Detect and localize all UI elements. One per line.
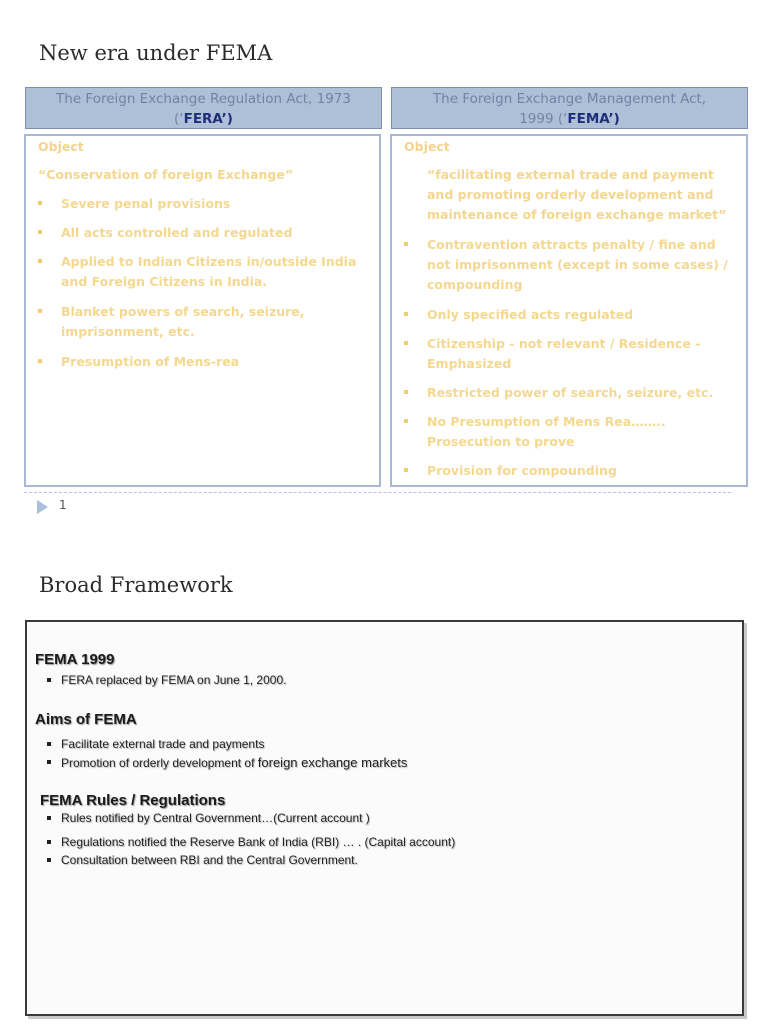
fema-object-label: Object — [404, 139, 450, 154]
bullet-icon — [38, 309, 42, 313]
bullet-icon — [47, 840, 51, 844]
bullet-icon — [47, 816, 51, 820]
framework-content-box: FEMA 1999 FERA replaced by FEMA on June 1, 2000. Aims of FEMA Facilitate external trade and payments Promotion of orderly development of foreign exchange markets FEMA Rules / Regulations Rules notified by Central Government…(Current account ) Regulations notified the Reserve Bank of India (RBI) … . (Capital account) Consultation between RBI and the Central Government. — [25, 620, 744, 1016]
bullet-icon — [38, 359, 42, 363]
bullet-icon — [47, 858, 51, 862]
bullet-icon — [38, 259, 42, 263]
fema-header-line2 — [392, 109, 747, 129]
fema-object-quote-line: and promoting orderly development and — [427, 187, 714, 202]
bullet-icon — [404, 341, 408, 345]
bullet-icon — [47, 760, 51, 764]
bullet-icon — [38, 230, 42, 234]
fera-keyword: FERA’ — [183, 111, 227, 127]
section-heading-rules: FEMA Rules / Regulations — [40, 792, 226, 809]
fera-header-line2 — [26, 109, 381, 129]
section-heading-fema-1999: FEMA 1999 — [35, 651, 115, 668]
fera-object-label: Object — [38, 139, 84, 154]
fema-object-quote-line: maintenance of foreign exchange market” — [427, 207, 727, 222]
bullet-icon — [47, 742, 51, 746]
play-arrow-icon — [37, 500, 48, 514]
fera-content-box: Object “Conservation of foreign Exchange” Severe penal provisions All acts controlled and regulated Applied to Indian Citizens in/outside India and Foreign Citizens in India. Blanket powers of search, seizure, imprisonment, etc. Presumption of Mens-rea — [24, 134, 381, 487]
fera-header-close: ) — [226, 111, 233, 127]
fera-header-line1: The Foreign Exchange Regulation Act, 1973 — [56, 91, 351, 107]
fema-header-close: ) — [613, 111, 620, 127]
bullet-icon — [404, 390, 408, 394]
fema-keyword: FEMA’ — [567, 111, 614, 127]
bullet-icon — [404, 312, 408, 316]
fema-header-line1: The Foreign Exchange Management Act, — [432, 91, 707, 107]
bullet-icon — [47, 678, 51, 682]
bullet-icon — [404, 242, 408, 246]
bullet-icon — [38, 201, 42, 205]
fera-column-header — [25, 87, 382, 129]
fema-content-box: Object “facilitating external trade and payment and promoting orderly development and maintenance of foreign exchange market” Contravention attracts penalty / fine and not imprisonment (except in some cases) / compounding Only specified acts regulated Citizenship - not relevant / Residence - Emphasized Restricted power of search, seizure, etc. No Presumption of Mens Rea…….. Prosecution to prove Provision for compounding — [390, 134, 748, 487]
slide-divider — [24, 492, 731, 493]
fema-object-quote-line: “facilitating external trade and payment — [427, 167, 714, 182]
page-number: 1 — [59, 498, 67, 512]
section-heading-aims: Aims of FEMA — [35, 711, 137, 728]
bullet-icon — [404, 419, 408, 423]
list-item-text-large: foreign exchange markets — [257, 755, 408, 770]
fema-header-prefix: 1999 (‘ — [519, 111, 568, 127]
fera-object-quote: “Conservation of foreign Exchange” — [38, 167, 294, 182]
fema-column-header — [391, 87, 748, 129]
slide-title-new-era: New era under FEMA — [39, 41, 273, 65]
list-item-text: Promotion of orderly development of — [61, 756, 258, 770]
bullet-icon — [404, 468, 408, 472]
slide-title-broad-framework: Broad Framework — [39, 573, 233, 597]
fera-header-open: (‘ — [174, 111, 184, 127]
